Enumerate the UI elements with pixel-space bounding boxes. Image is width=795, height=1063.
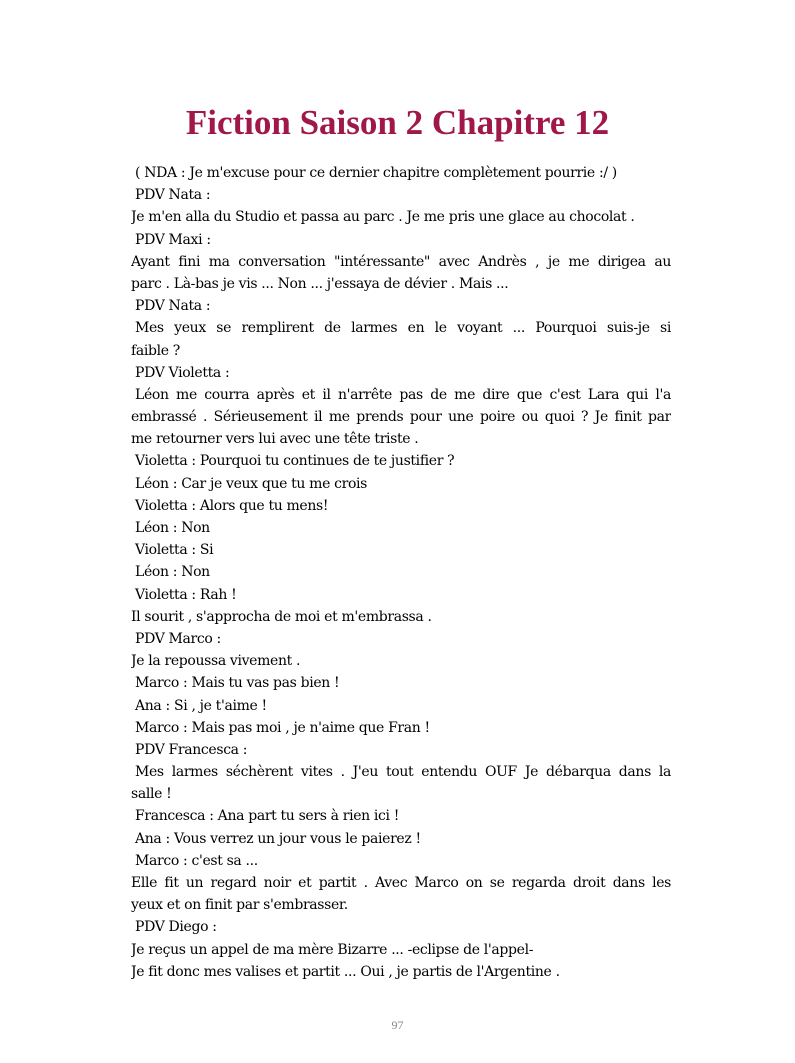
text-line: PDV Diego : bbox=[135, 919, 217, 936]
text-line: salle ! bbox=[131, 786, 172, 803]
text-line: Léon : Non bbox=[135, 520, 210, 536]
chapter-title: Fiction Saison 2 Chapitre 12 bbox=[185, 103, 610, 142]
text-line: Violetta : Pourquoi tu continues de te justifier ? bbox=[135, 453, 455, 470]
text-line: Je reçus un appel de ma mère Bizarre ... -eclipse de l'appel- bbox=[131, 941, 534, 958]
text-line: Je fit donc mes valises et partit ... Oui , je partis de l'Argentine . bbox=[131, 963, 560, 980]
text-line: PDV Nata : bbox=[135, 187, 211, 204]
text-line: faible ? bbox=[131, 342, 180, 359]
text-line: Ayant fini ma conversation "intéressante" avec Andrès , je me dirigea au bbox=[131, 253, 671, 270]
text-line: Marco : Mais tu vas pas bien ! bbox=[135, 675, 340, 692]
text-line: Il sourit , s'approcha de moi et m'embrassa . bbox=[131, 608, 432, 625]
text-line: PDV Violetta : bbox=[135, 364, 230, 381]
text-line: Léon : Non bbox=[135, 564, 210, 581]
text-line: ( NDA : Je m'excuse pour ce dernier chapitre complètement pourrie :/ ) bbox=[135, 165, 617, 181]
text-line: Mes yeux se remplirent de larmes en le voyant ... Pourquoi suis-je si bbox=[135, 320, 671, 337]
text-line: Violetta : Alors que tu mens! bbox=[135, 497, 329, 514]
text-line: Léon me courra après et il n'arrête pas de me dire que c'est Lara qui l'a bbox=[135, 386, 671, 403]
text-line: Violetta : Si bbox=[135, 542, 214, 559]
text-line: PDV Maxi : bbox=[135, 231, 211, 248]
text-line: PDV Francesca : bbox=[135, 741, 248, 758]
text-line: Léon : Car je veux que tu me crois bbox=[135, 475, 368, 492]
text-line: Elle fit un regard noir et partit . Avec Marco on se regarda droit dans les bbox=[131, 875, 671, 891]
text-line: Mes larmes séchèrent vites . J'eu tout entendu OUF Je débarqua dans la bbox=[135, 764, 671, 781]
text-line: Marco : c'est sa ... bbox=[135, 852, 258, 869]
text-line: PDV Nata : bbox=[135, 298, 211, 315]
text-line: Francesca : Ana part tu sers à rien ici ! bbox=[135, 808, 400, 825]
page-number: 97 bbox=[391, 1018, 404, 1032]
text-line: Ana : Si , je t'aime ! bbox=[135, 697, 267, 714]
text-line: parc . Là-bas je vis ... Non ... j'essaya de dévier . Mais ... bbox=[131, 275, 509, 292]
text-line: me retourner vers lui avec une tête triste . bbox=[131, 431, 419, 448]
text-line: yeux et on finit par s'embrasser. bbox=[131, 897, 348, 914]
chapter-body bbox=[131, 162, 671, 983]
text-line: Je m'en alla du Studio et passa au parc . Je me pris une glace au chocolat . bbox=[131, 209, 635, 226]
text-line: Je la repoussa vivement . bbox=[131, 653, 301, 670]
text-line: Ana : Vous verrez un jour vous le paierez ! bbox=[135, 830, 421, 847]
text-line: PDV Marco : bbox=[135, 630, 221, 647]
text-line: Marco : Mais pas moi , je n'aime que Fran ! bbox=[135, 719, 430, 736]
text-line: Violetta : Rah ! bbox=[135, 586, 237, 603]
text-line: embrassé . Sérieusement il me prends pour une poire ou quoi ? Je finit par bbox=[131, 409, 671, 426]
